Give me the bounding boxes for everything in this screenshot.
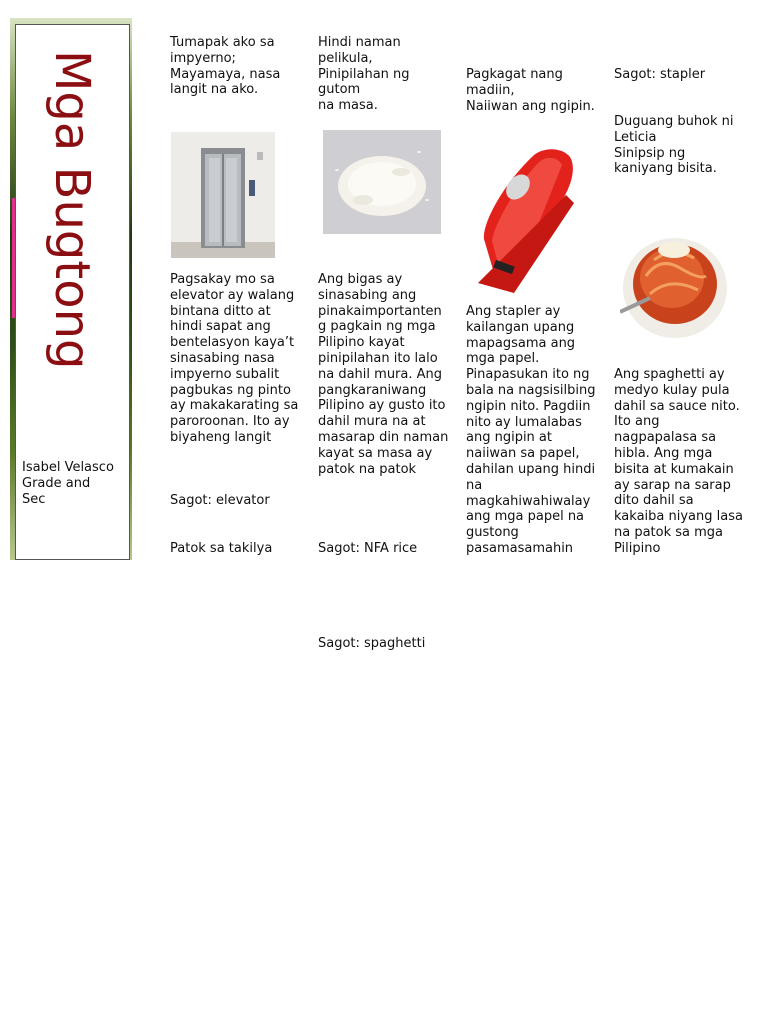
- sidebar-caption: Isabel Velasco Grade and Sec: [22, 460, 114, 507]
- riddle-2-answer: Sagot: NFA rice: [318, 541, 418, 556]
- riddle-1-text: Tumapak ako sa impyerno; Mayamaya, nasa langit na ako.: [170, 35, 281, 98]
- riddle-2-text: Hindi naman pelikula, Pinipilahan ng gutom na masa.: [318, 35, 410, 114]
- riddle-4-text: Duguang buhok ni Leticia Sinipsip ng kaniyang bisita.: [614, 114, 734, 177]
- riddle-4-answer: Sagot: spaghetti: [318, 636, 426, 651]
- extra-riddle-text: Patok sa takilya: [170, 541, 273, 556]
- riddle-3-text: Pagkagat nang madiin, Naiiwan ang ngipin.: [466, 67, 595, 114]
- riddle-2-explanation: Ang bigas ay sinasabing ang pinakaimportanten g pagkain ng mga Pilipino kayat pinipilahan ito lalo na dahil mura. Ang pangkaraniwang Pilipino ay gusto ito dahil mura na at masarap din naman kayat sa masa ay patok na patok: [318, 272, 449, 477]
- riddle-4-explanation: Ang spaghetti ay medyo kulay pula dahil sa sauce nito. Ito ang nagpapalasa sa hibla. Ang mga bisita at kumakain ay sarap na sarap dito dahil sa kakaiba niyang lasa na patok sa mga Pilipino: [614, 367, 743, 556]
- riddle-1-answer: Sagot: elevator: [170, 493, 270, 508]
- elevator-photo: [171, 132, 275, 258]
- riddle-1-explanation: Pagsakay mo sa elevator ay walang bintana ditto at hindi sapat ang bentelasyon kaya’t sinasabing nasa impyerno subalit pagbukas ng pinto ay makakarating sa paroroonan. Ito ay biyaheng langit: [170, 272, 299, 445]
- riddle-3-answer: Sagot: stapler: [614, 67, 706, 82]
- riddle-3-explanation: Ang stapler ay kailangan upang mapagsama ang mga papel. Pinapasukan ito ng bala na nagsisilbing ngipin nito. Pagdiin nito ay lumalabas ang ngipin at naiiwan sa papel, dahilan upang hindi na magkahiwahiwalay ang mga papel na gustong pasamasamahin: [466, 304, 596, 556]
- rice-photo: [323, 130, 441, 234]
- spaghetti-photo: [620, 216, 730, 344]
- sidebar-title: Mga Bugtong: [44, 50, 100, 370]
- stapler-photo: [474, 143, 578, 299]
